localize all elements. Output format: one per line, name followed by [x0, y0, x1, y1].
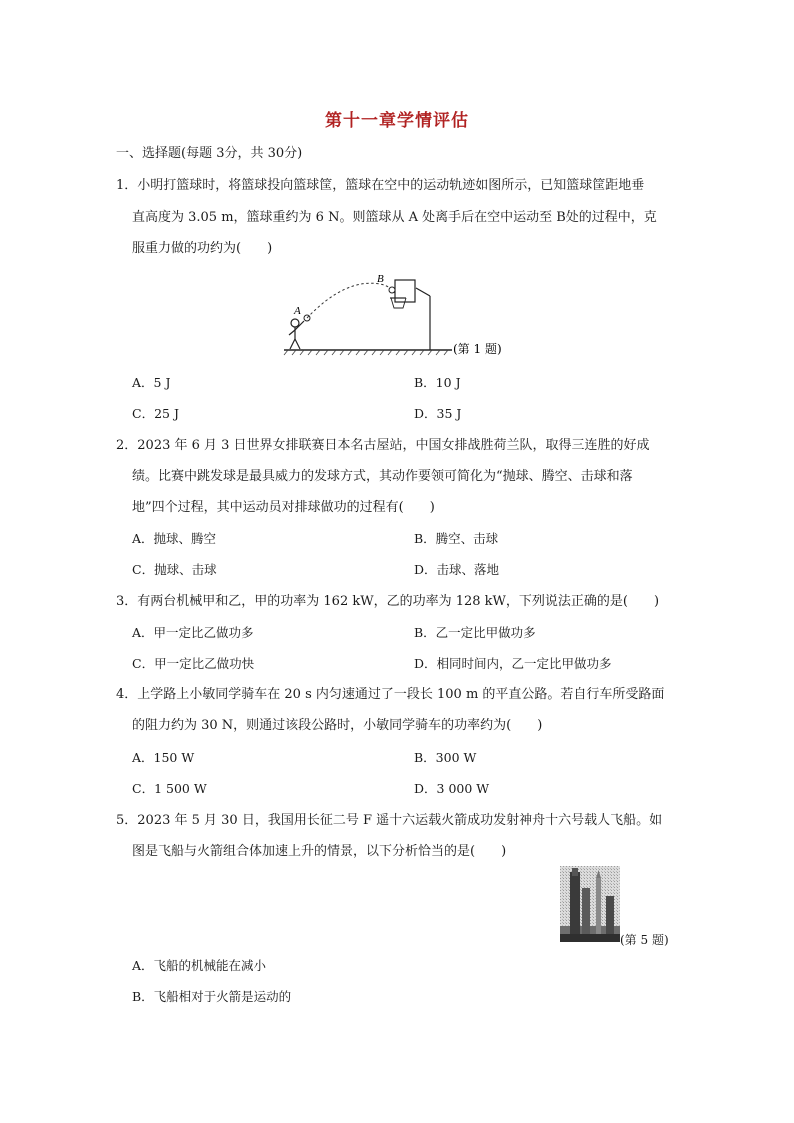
- q1-option-b: B．10 J: [414, 375, 461, 390]
- q1-option-d: D．35 J: [414, 406, 462, 421]
- q5-line-1: 5．2023 年 5 月 30 日，我国用长征二号 F 遥十六运载火箭成功发射神舟十六号载人飞船。如: [116, 813, 663, 828]
- hoop-figure: [390, 280, 430, 350]
- page-title: 第十一章学情评估: [325, 111, 469, 131]
- q2-line-1: 2．2023 年 6 月 3 日世界女排联赛日本名古屋站，中国女排战胜荷兰队，取得三连胜的好成: [116, 438, 650, 453]
- rocket-photo: [560, 866, 620, 942]
- q2-line-2: 绩。比赛中跳发球是最具威力的发球方式，其动作要领可简化为“抛球、腾空、击球和落: [132, 469, 633, 484]
- figure-5-caption: (第 5 题): [620, 933, 669, 947]
- q3-option-c: C．甲一定比乙做功快: [132, 656, 255, 671]
- q1-option-c: C．25 J: [132, 406, 179, 421]
- q4-option-d: D．3 000 W: [414, 781, 490, 796]
- ground-hatching: [284, 350, 448, 355]
- q4-line-1: 4．上学路上小敏同学骑车在 20 s 内匀速通过了一段长 100 m 的平直公路。若自行车所受路面: [116, 687, 665, 702]
- q4-option-a: A．150 W: [132, 750, 195, 765]
- q5-option-b: B．飞船相对于火箭是运动的: [132, 989, 292, 1004]
- ball-b: [389, 287, 395, 293]
- q2-option-a: A．抛球、腾空: [132, 531, 217, 546]
- q1-line-3: 服重力做的功约为( ): [132, 241, 273, 256]
- q3-line-1: 3．有两台机械甲和乙，甲的功率为 162 kW，乙的功率为 128 kW，下列说法正确的是( ): [116, 594, 660, 609]
- label-b: B: [377, 273, 384, 285]
- label-a: A: [294, 305, 301, 317]
- q4-line-2: 的阻力约为 30 N，则通过该段公路时，小敏同学骑车的功率约为( ): [132, 718, 543, 733]
- q5-line-2: 图是飞船与火箭组合体加速上升的情景，以下分析恰当的是( ): [132, 844, 507, 859]
- q2-option-b: B．腾空、击球: [414, 531, 499, 546]
- q4-option-c: C．1 500 W: [132, 781, 207, 796]
- trajectory-path: [307, 283, 398, 318]
- q4-option-b: B．300 W: [414, 750, 477, 765]
- q2-option-c: C．抛球、击球: [132, 562, 217, 577]
- q1-line-2: 直高度为 3.05 m，篮球重约为 6 N。则篮球从 A 处离手后在空中运动至 B处的过程中，克: [132, 210, 657, 225]
- player-figure: [289, 319, 304, 349]
- q3-option-d: D．相同时间内，乙一定比甲做功多: [414, 656, 612, 671]
- q2-line-3: 地”四个过程，其中运动员对排球做功的过程有( ): [132, 500, 435, 515]
- section-heading: 一、选择题(每题 3分，共 30分): [116, 146, 303, 161]
- basketball-figure: [280, 268, 520, 356]
- figure-1-caption: (第 1 题): [453, 342, 502, 356]
- q3-option-a: A．甲一定比乙做功多: [132, 625, 254, 640]
- q5-option-a: A．飞船的机械能在减小: [132, 958, 267, 973]
- q1-option-a: A．5 J: [132, 375, 171, 390]
- q2-option-d: D．击球、落地: [414, 562, 500, 577]
- q1-line-1: 1．小明打篮球时，将篮球投向篮球筐，篮球在空中的运动轨迹如图所示，已知篮球筐距地垂: [116, 178, 645, 193]
- q3-option-b: B．乙一定比甲做功多: [414, 625, 536, 640]
